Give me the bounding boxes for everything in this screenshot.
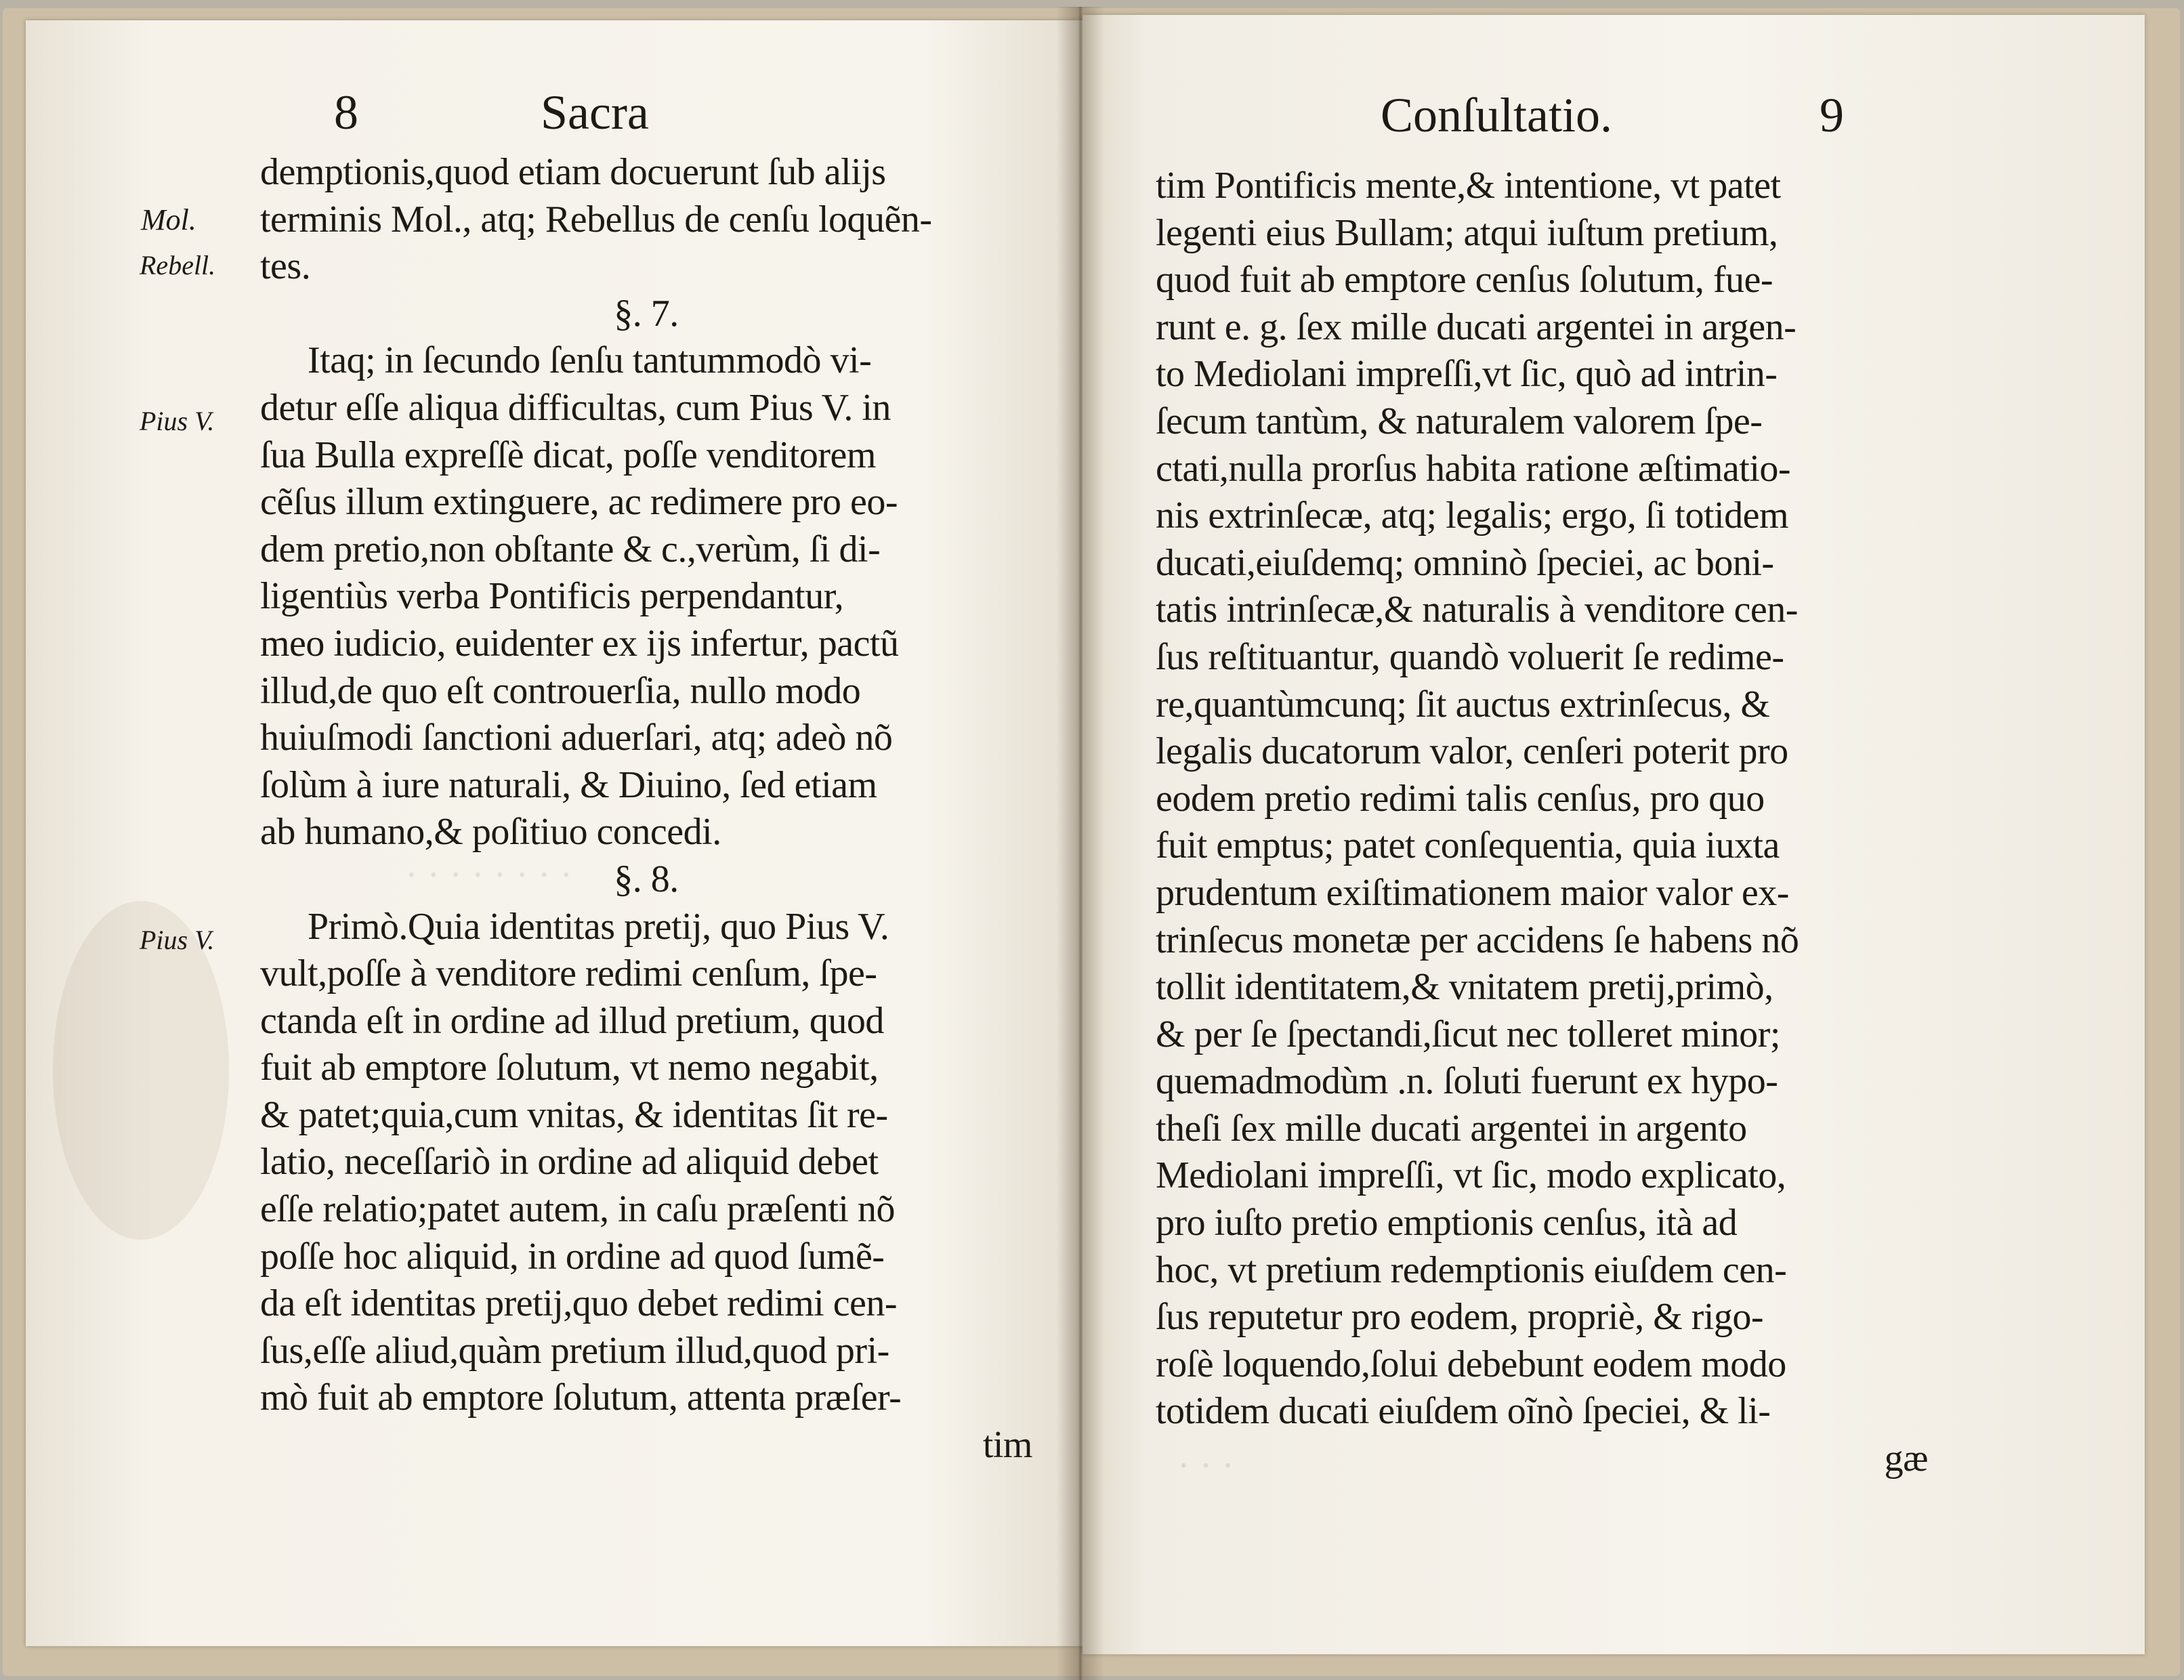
margin-note-pius-2: Pius V.: [140, 925, 215, 955]
catchword: gæ: [1884, 1437, 1928, 1480]
text-line: quemadmodùm .n. ſoluti fuerunt ex hypo-: [1156, 1060, 1778, 1103]
text-line: to Mediolani impreſſi,vt ſic, quò ad intrin-: [1156, 353, 1778, 396]
text-line: roſè loquendo,ſolui debebunt eodem modo: [1156, 1343, 1786, 1385]
text-line: tes.: [260, 245, 311, 288]
text-line: eodem pretio redimi talis cenſus, pro quo: [1156, 777, 1765, 820]
text-line: ſua Bulla expreſſè dicat, poſſe venditorem: [260, 434, 876, 476]
text-line: legalis ducatorum valor, cenſeri poterit pro: [1156, 730, 1788, 773]
right-page: [1083, 15, 2145, 1654]
show-through-text: · · ·: [1177, 1445, 1234, 1487]
text-line: cẽſus illum extinguere, ac redimere pro eo-: [260, 481, 898, 524]
text-line: ſus reputetur pro eodem, propriè, & rigo-: [1156, 1296, 1764, 1339]
section-heading: §. 7.: [614, 292, 679, 335]
running-head-left: Sacra: [541, 85, 649, 140]
text-line: tatis intrinſecæ,& naturalis à venditore cen-: [1156, 589, 1798, 631]
page-number-left: 8: [334, 85, 358, 140]
text-line: runt e. g. ſex mille ducati argentei in argen-: [1156, 306, 1797, 348]
margin-note-mol: Mol.: [141, 203, 196, 236]
text-line: re,quantùmcunq; ſit auctus extrinſecus, &: [1156, 683, 1770, 726]
text-line: vult,poſſe à venditore redimi cenſum, ſpe-: [260, 952, 877, 995]
text-line: & patet;quia,cum vnitas, & identitas ſit re-: [260, 1093, 888, 1136]
text-line: demptionis,quod etiam docuerunt ſub alijs: [260, 151, 886, 193]
text-line: prudentum exiſtimationem maior valor ex-: [1156, 871, 1789, 914]
margin-note-pius-1: Pius V.: [140, 406, 215, 436]
text-line: nis extrinſecæ, atq; legalis; ergo, ſi totidem: [1156, 495, 1789, 537]
page-number-right: 9: [1820, 88, 1844, 142]
text-line: latio, neceſſariò in ordine ad aliquid debet: [260, 1141, 879, 1183]
text-line: detur eſſe aliqua difficultas, cum Pius V. in: [260, 386, 891, 429]
text-line: theſi ſex mille ducati argentei in argento: [1156, 1107, 1747, 1150]
text-line: fuit emptus; patet conſequentia, quia iuxta: [1156, 824, 1780, 867]
text-line: ligentiùs verba Pontificis perpendantur,: [260, 575, 844, 618]
text-line: mò fuit ab emptore ſolutum, attenta præſer-: [260, 1377, 902, 1419]
text-line: terminis Mol., atq; Rebellus de cenſu loquẽn-: [260, 198, 932, 240]
text-line: Primò.Quia identitas pretij, quo Pius V.: [308, 905, 889, 948]
margin-note-rebell: Rebell.: [140, 250, 216, 280]
text-line: tollit identitatem,& vnitatem pretij,primò,: [1156, 966, 1773, 1009]
text-line: quod fuit ab emptore cenſus ſolutum, fue-: [1156, 259, 1773, 301]
text-line: eſſe relatio;patet autem, in caſu præſenti nõ: [260, 1188, 895, 1231]
text-line: Itaq; in ſecundo ſenſu tantummodò vi-: [308, 339, 872, 382]
book-gutter: [1057, 7, 1104, 1680]
text-line: pro iuſto pretio emptionis cenſus, ità ad: [1156, 1202, 1738, 1244]
text-line: ctanda eſt in ordine ad illud pretium, quod: [260, 999, 884, 1042]
section-heading: §. 8.: [614, 858, 679, 900]
text-line: Mediolani impreſſi, vt ſic, modo explicato,: [1156, 1154, 1786, 1197]
text-line: ſus reſtituantur, quandò voluerit ſe redime-: [1156, 635, 1784, 678]
text-line: ab humano,& poſitiuo concedi.: [260, 811, 721, 854]
show-through-text: · · · · · · · ·: [405, 854, 573, 896]
text-line: meo iudicio, euidenter ex ijs infertur, pactũ: [260, 622, 899, 665]
text-line: totidem ducati eiuſdem oĩnò ſpeciei, & li-: [1156, 1390, 1771, 1433]
text-line: ſolùm à iure naturali, & Diuino, ſed etiam: [260, 763, 877, 806]
text-line: huiuſmodi ſanctioni aduerſari, atq; adeò nõ: [260, 717, 893, 759]
catchword: tim: [982, 1424, 1032, 1467]
left-page-text: [260, 149, 1032, 1469]
text-line: illud,de quo eſt controuerſia, nullo modo: [260, 669, 861, 712]
text-line: poſſe hoc aliquid, in ordine ad quod ſumẽ-: [260, 1235, 885, 1278]
running-head-right: Conſultatio.: [1381, 88, 1612, 142]
right-page-text: [1156, 163, 1928, 1483]
text-line: hoc, vt pretium redemptionis eiuſdem cen-: [1156, 1248, 1787, 1291]
text-line: tim Pontificis mente,& intentione, vt patet: [1156, 165, 1781, 207]
text-line: ducati,eiuſdemq; omninò ſpeciei, ac boni-: [1156, 541, 1774, 584]
left-page: [26, 20, 1084, 1646]
text-line: legenti eius Bullam; atqui iuſtum pretium,: [1156, 211, 1778, 254]
text-line: & per ſe ſpectandi,ſicut nec tolleret minor;: [1156, 1013, 1780, 1055]
text-line: da eſt identitas pretij,quo debet redimi cen-: [260, 1282, 898, 1325]
text-line: trinſecus monetæ per accidens ſe habens nõ: [1156, 919, 1799, 961]
text-line: ſus,eſſe aliud,quàm pretium illud,quod pri-: [260, 1329, 889, 1372]
text-line: dem pretio,non obſtante & c.,verùm, ſi di-: [260, 528, 881, 570]
text-line: ctati,nulla prorſus habita ratione æſtimatio-: [1156, 447, 1791, 490]
text-line: ſecum tantùm, & naturalem valorem ſpe-: [1156, 400, 1763, 442]
text-line: fuit ab emptore ſolutum, vt nemo negabit,: [260, 1047, 879, 1089]
